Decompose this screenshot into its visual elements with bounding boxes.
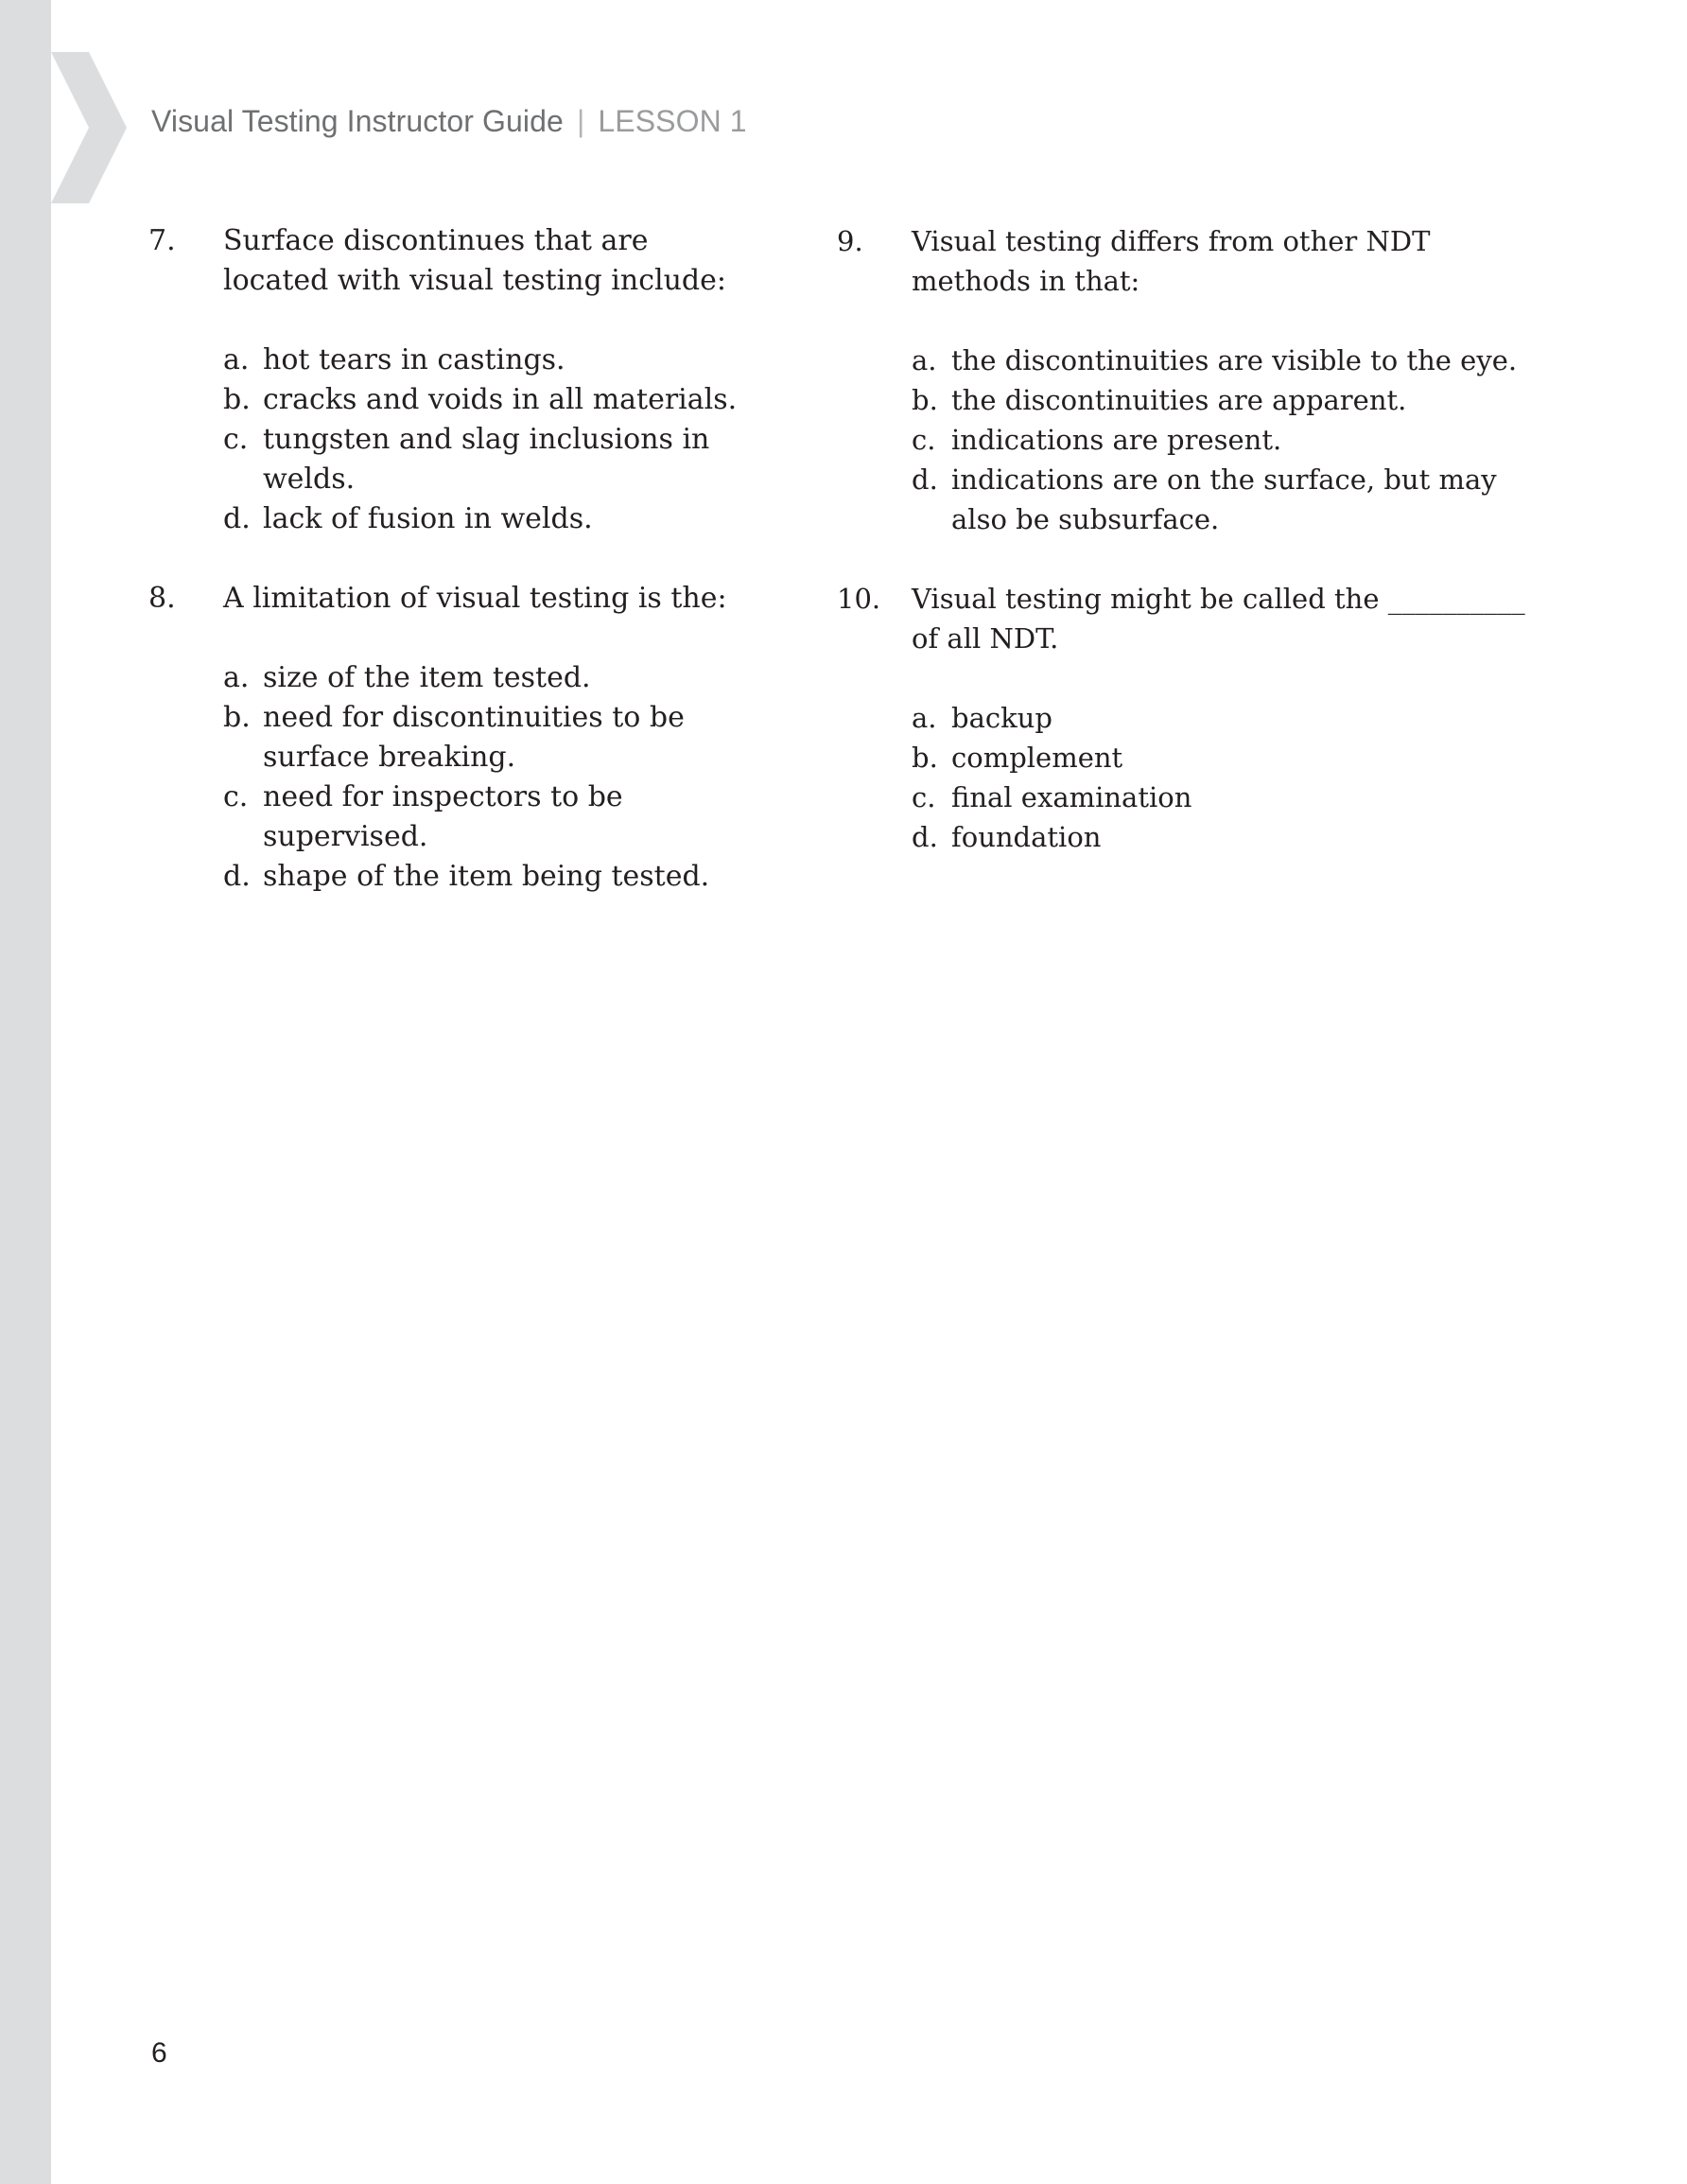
- option-text: indications are present.: [951, 424, 1282, 456]
- option-text: tungsten and slag inclusions in welds.: [263, 423, 710, 496]
- question-number: 9.: [837, 225, 863, 257]
- question-10-options: [912, 698, 1556, 857]
- question-text: Visual testing might be called the __________ of all NDT.: [912, 583, 1525, 655]
- question-number: 8.: [148, 582, 176, 615]
- option-letter: d.: [912, 463, 938, 496]
- question-text: Surface discontinues that are located with visual testing include:: [223, 224, 726, 297]
- option-letter: c.: [912, 781, 936, 813]
- option-c: [223, 420, 754, 499]
- option-text: foundation: [951, 821, 1102, 853]
- option-letter: a.: [912, 344, 937, 376]
- option-text: the discontinuities are apparent.: [951, 384, 1407, 416]
- option-c: [223, 778, 754, 857]
- page-header: [151, 104, 747, 139]
- option-b: [223, 698, 754, 778]
- option-text: complement: [951, 742, 1123, 774]
- option-letter: b.: [223, 701, 251, 734]
- option-text: lack of fusion in welds.: [263, 502, 593, 535]
- option-a: [912, 341, 1556, 380]
- option-letter: c.: [223, 780, 249, 813]
- option-text: final examination: [951, 781, 1192, 813]
- chevron-right-icon: [51, 52, 127, 203]
- right-column: [837, 221, 1556, 897]
- option-c: [912, 420, 1556, 460]
- option-a: [912, 698, 1556, 738]
- option-text: indications are on the surface, but may also be subsurface.: [951, 463, 1497, 535]
- page-number: 6: [151, 2037, 167, 2069]
- option-letter: b.: [912, 384, 938, 416]
- option-d: [912, 817, 1556, 857]
- left-column: [148, 221, 754, 936]
- option-letter: a.: [223, 343, 250, 376]
- option-b: [223, 380, 754, 420]
- option-d: [223, 499, 754, 539]
- option-letter: d.: [912, 821, 938, 853]
- option-text: need for inspectors to be supervised.: [263, 780, 623, 853]
- question-7: [148, 221, 754, 301]
- question-text: Visual testing differs from other NDT methods in that:: [912, 225, 1431, 297]
- option-d: [912, 460, 1556, 539]
- option-letter: c.: [912, 424, 936, 456]
- question-9-options: [912, 341, 1556, 539]
- question-text: A limitation of visual testing is the:: [223, 582, 727, 615]
- option-text: cracks and voids in all materials.: [263, 383, 738, 416]
- question-7-options: [223, 341, 754, 539]
- option-text: need for discontinuities to be surface breaking.: [263, 701, 685, 774]
- option-text: shape of the item being tested.: [263, 860, 710, 893]
- option-text: backup: [951, 702, 1052, 734]
- question-8: [148, 579, 754, 619]
- option-text: size of the item tested.: [263, 661, 591, 694]
- option-letter: d.: [223, 860, 251, 893]
- side-strip: [0, 0, 51, 2184]
- option-c: [912, 778, 1556, 817]
- option-a: [223, 658, 754, 698]
- option-d: [223, 857, 754, 897]
- question-10: [837, 579, 1556, 658]
- option-text: the discontinuities are visible to the eye.: [951, 344, 1518, 376]
- header-title: Visual Testing Instructor Guide: [151, 104, 564, 138]
- question-number: 7.: [148, 224, 176, 257]
- option-letter: a.: [912, 702, 937, 734]
- question-number: 10.: [837, 583, 881, 615]
- question-9: [837, 221, 1556, 301]
- option-b: [912, 380, 1556, 420]
- option-b: [912, 738, 1556, 778]
- option-letter: b.: [912, 742, 938, 774]
- option-letter: c.: [223, 423, 249, 456]
- option-letter: a.: [223, 661, 250, 694]
- question-8-options: [223, 658, 754, 897]
- option-letter: b.: [223, 383, 251, 416]
- option-text: hot tears in castings.: [263, 343, 565, 376]
- option-a: [223, 341, 754, 380]
- header-separator: |: [576, 104, 585, 138]
- header-lesson: LESSON 1: [598, 104, 747, 138]
- option-letter: d.: [223, 502, 251, 535]
